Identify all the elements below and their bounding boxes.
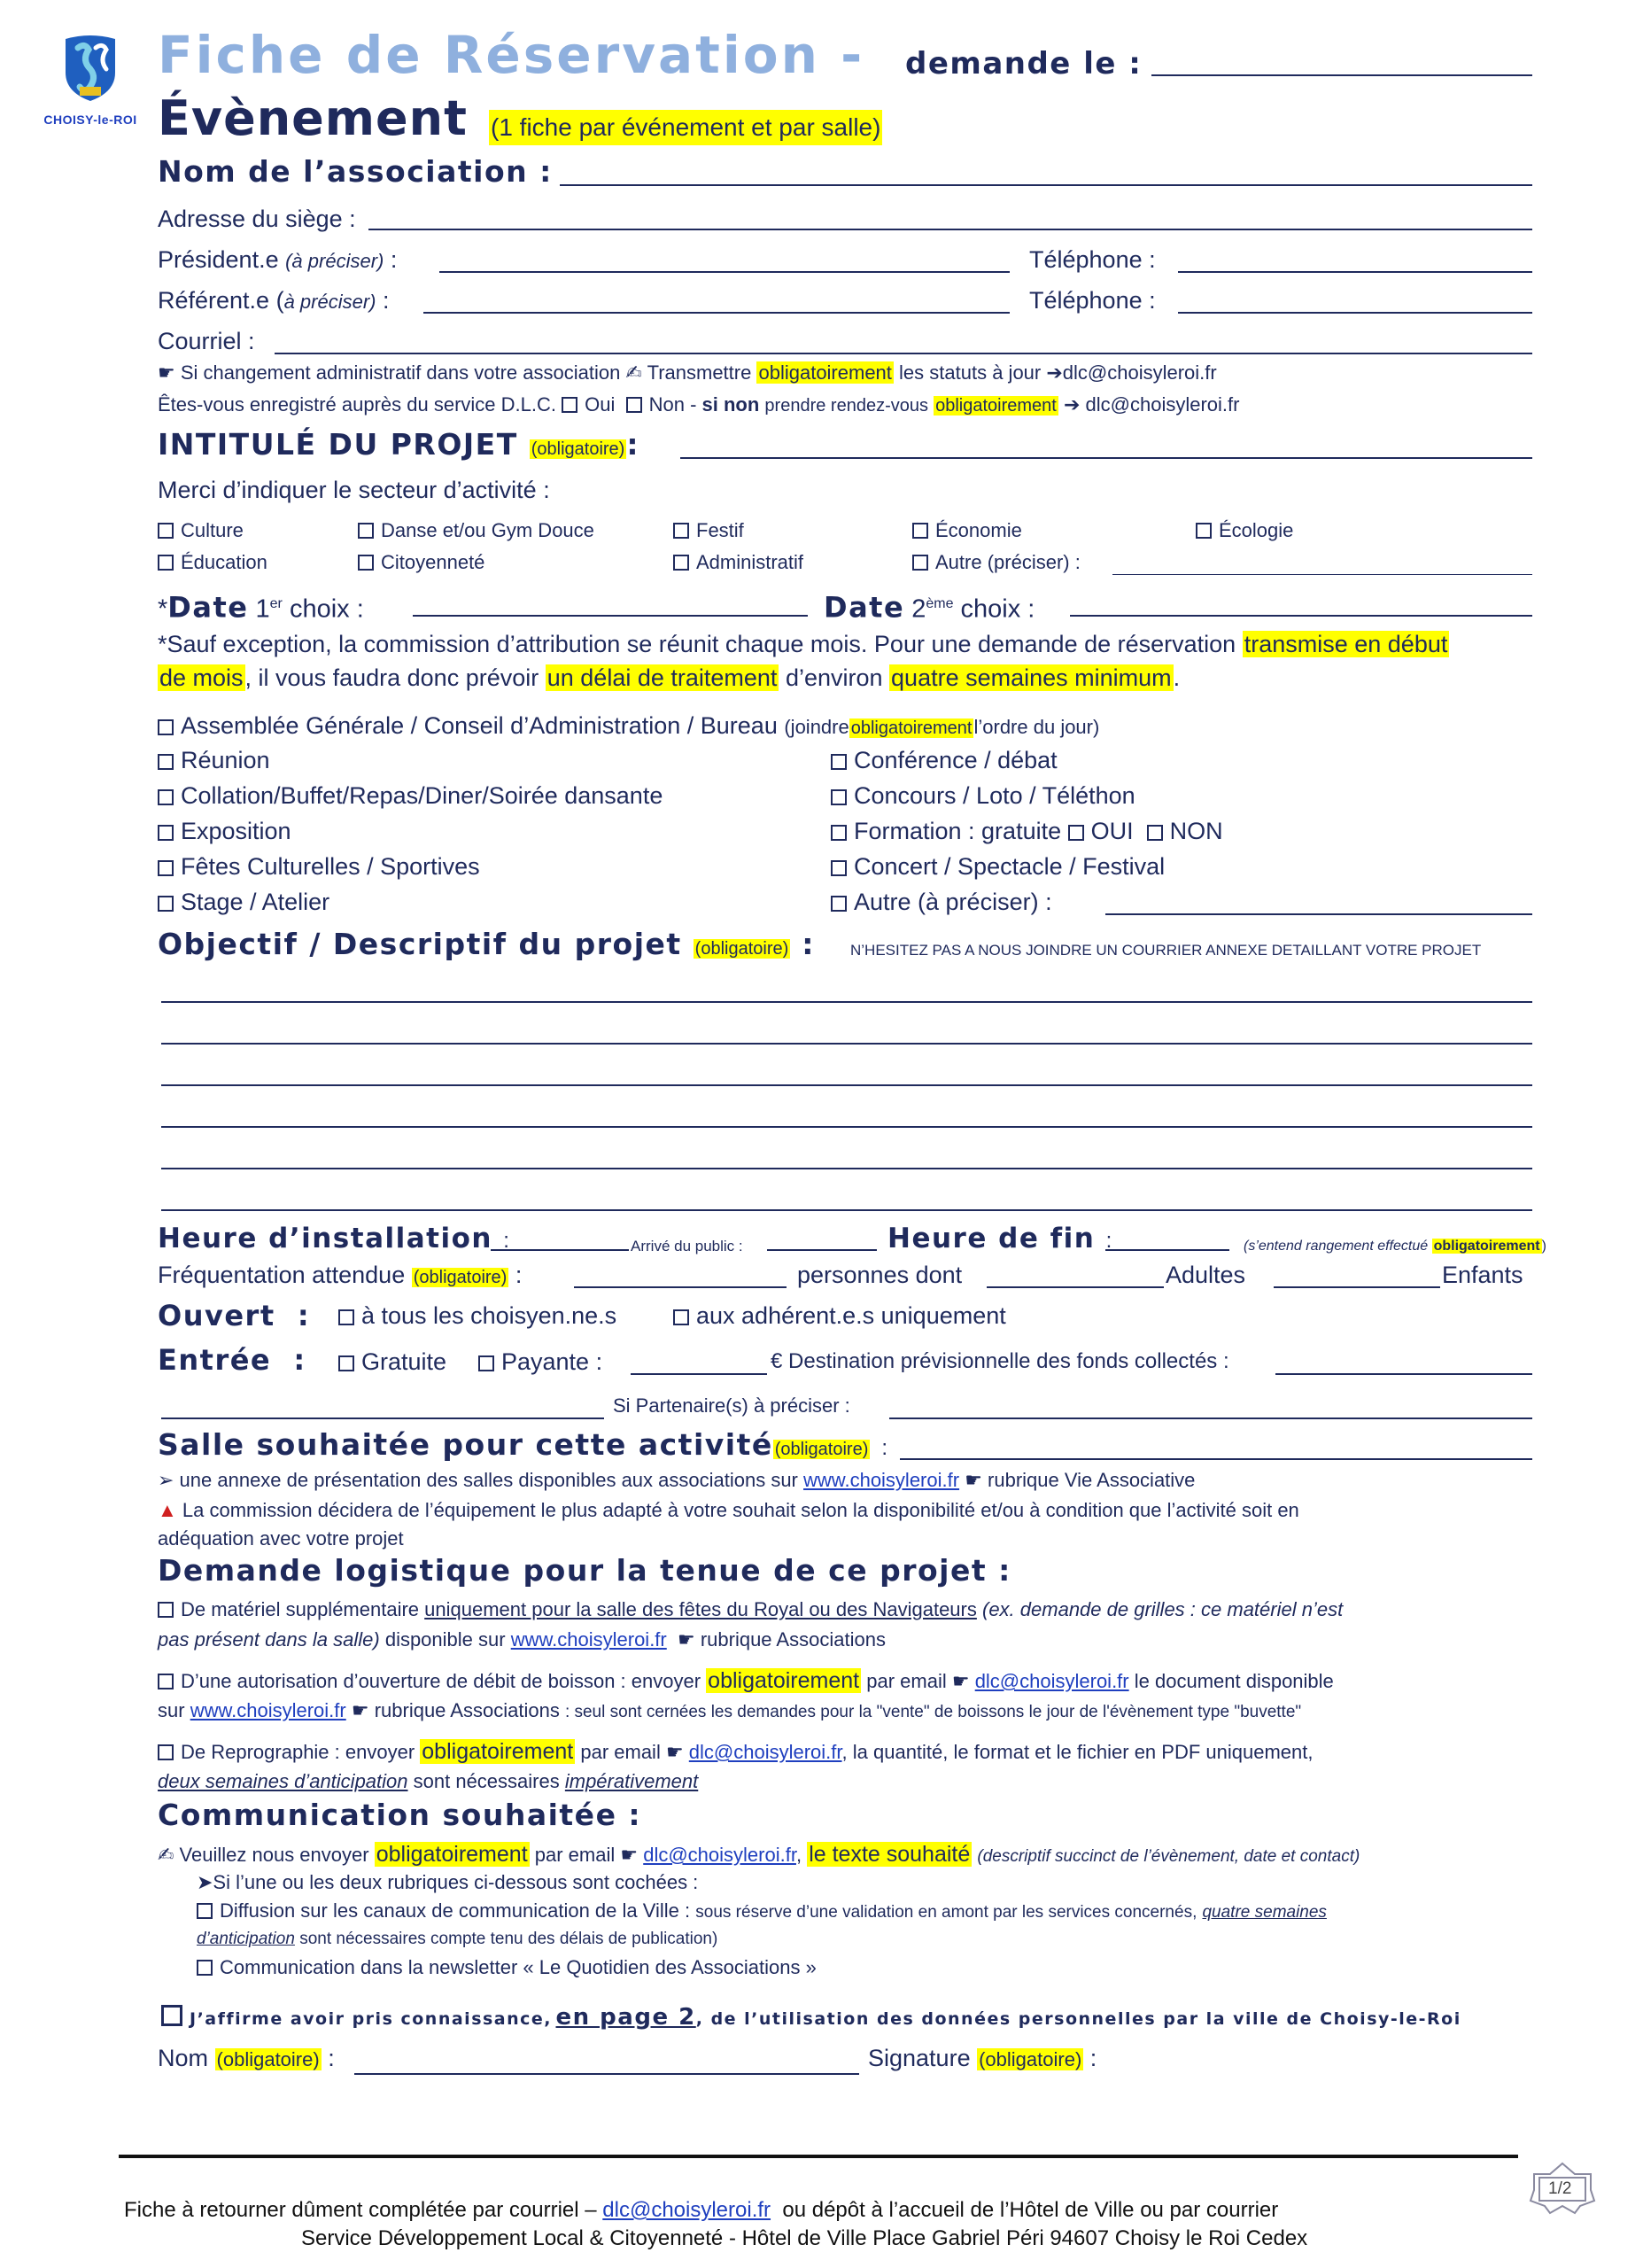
form-title: Fiche de Réservation - [158,25,865,85]
logistics-drink[interactable]: D’une autorisation d’ouverture de débit de boisson : envoyer obligatoirement par email ☛ dlc@choisyleroi.fr le document disponible [158,1667,1334,1695]
objective-hint: N’HESITEZ PAS A NOUS JOINDRE UN COURRIER ANNEXE DETAILLANT VOTRE PROJET [850,942,1482,959]
footer-line-2: Service Développement Local & Citoyenneté - Hôtel de Ville Place Gabriel Péri 94607 Choisy le Roi Cedex [301,2226,1308,2250]
event-type-festivities[interactable]: Fêtes Culturelles / Sportives [158,853,480,880]
sector-festive[interactable]: Festif [673,517,744,544]
logo-text: CHOISY-le-ROI [43,113,137,127]
referent-input[interactable] [423,312,1010,314]
event-type-conference[interactable]: Conférence / débat [831,747,1058,773]
registered-question: Êtes-vous enregistré auprès du service D.L.C. Oui Non - si non prendre rendez-vous obligatoirement ➔ dlc@choisyleroi.fr [158,393,1240,416]
event-type-training[interactable]: Formation : gratuite OUI NON [831,818,1223,844]
logistics-equipment[interactable]: De matériel supplémentaire uniquement pour la salle des fêtes du Royal ou des Navigateurs (ex. demande de grilles : ce matériel n’est [158,1596,1343,1623]
association-name-label: Nom de l’association : [158,154,553,189]
sector-administrative[interactable]: Administratif [673,549,803,576]
event-type-other[interactable]: Autre (à préciser) : [831,889,1052,915]
adults-input[interactable] [987,1286,1164,1288]
referent-phone-label: Téléphone : [1029,287,1156,314]
attendance-label: Fréquentation attendue (obligatoire) : [158,1262,523,1288]
logo-emblem-icon [39,34,142,105]
install-time-input[interactable] [491,1249,629,1251]
public-arrival-input[interactable] [767,1249,877,1251]
warning-icon: ▲ [158,1499,177,1521]
open-members-checkbox[interactable]: aux adhérent.e.s uniquement [673,1302,1006,1329]
room-annex-note: ➢ une annexe de présentation des salles disponibles aux associations sur www.choisyleroi.fr ☛ rubrique Vie Associative [158,1469,1196,1491]
open-label: Ouvert : [158,1299,311,1332]
communication-newsletter[interactable]: Communication dans la newsletter « Le Quotidien des Associations » [197,1954,817,1981]
event-type-workshop[interactable]: Stage / Atelier [158,889,329,915]
email-label: Courriel : [158,328,255,354]
logistics-label: Demande logistique pour la tenue de ce projet : [158,1553,1011,1588]
objective-line-2[interactable] [161,1043,1532,1045]
sector-economy[interactable]: Économie [912,517,1022,544]
page-number-badge [1529,2162,1596,2215]
end-time-note: (s’entend rangement effectué obligatoirement ) [1244,1239,1546,1254]
admin-change-note: ☛ Si changement administratif dans votre association ✍ Transmettre obligatoirement les statuts à jour ➔dlc@choisyleroi.fr [158,361,1217,384]
consent-checkbox[interactable] [161,2005,182,2026]
sector-education[interactable]: Éducation [158,549,267,576]
objective-line-5[interactable] [161,1168,1532,1169]
room-label: Salle souhaitée pour cette activité (obligatoire) : [158,1427,889,1462]
logistics-repro[interactable]: De Reprographie : envoyer obligatoirement par email ☛ dlc@choisyleroi.fr, la quantité, le format et le fichier en PDF uniquement, [158,1738,1313,1766]
room-warning: ▲ La commission décidera de l’équipement le plus adapté à votre souhait selon la disponibilité et/ou à condition que l’activité soit en [158,1499,1299,1521]
objective-line-1[interactable] [161,1001,1532,1003]
attendance-input[interactable] [574,1286,787,1288]
referent-label: Référent.e (à préciser) : [158,287,390,314]
end-time-input[interactable] [1105,1249,1229,1251]
site-link[interactable]: www.choisyleroi.fr [803,1469,960,1491]
event-type-other-input[interactable] [1105,913,1532,915]
president-label: Président.e (à préciser) : [158,246,398,273]
project-title-input[interactable] [680,457,1532,459]
form-note: (1 fiche par événement et par salle) [489,110,882,145]
sector-other-input[interactable] [1112,574,1532,575]
registered-no-checkbox[interactable] [626,397,642,413]
communication-send: ✍ Veuillez nous envoyer obligatoirement par email ☛ dlc@choisyleroi.fr, le texte souhaité (descriptif succinct de l’évènement, date et contact) [158,1842,1360,1867]
event-type-exhibition[interactable]: Exposition [158,818,291,844]
communication-label: Communication souhaitée : [158,1798,642,1832]
funds-input-2[interactable] [161,1418,604,1419]
objective-line-3[interactable] [161,1084,1532,1086]
address-input[interactable] [368,229,1532,230]
president-phone-input[interactable] [1178,271,1532,273]
funds-input[interactable] [1275,1373,1532,1375]
registered-yes-checkbox[interactable] [562,397,577,413]
funds-label: € Destination prévisionnelle des fonds collectés : [771,1349,1229,1373]
entry-price-input[interactable] [631,1373,767,1375]
persons-label: personnes dont [797,1262,963,1288]
footer-line-1: Fiche à retourner dûment complétée par courriel – dlc@choisyleroi.fr ou dépôt à l’accueil de l’Hôtel de Ville ou par courrier [124,2198,1279,2222]
entry-free-checkbox[interactable]: Gratuite [338,1348,446,1375]
sector-citizenship[interactable]: Citoyenneté [358,549,484,576]
project-title-label: INTITULÉ DU PROJET (obligatoire): [158,427,640,462]
date-second-input[interactable] [1070,615,1532,617]
event-type-contest[interactable]: Concours / Loto / Téléthon [831,782,1135,809]
logistics-equipment-2: pas présent dans la salle) disponible sur www.choisyleroi.fr ☛ rubrique Associations [158,1628,886,1651]
install-time-label: Heure d’installation : [158,1223,511,1254]
signature-label: Signature (obligatoire) : [868,2045,1097,2071]
communication-diffusion-2: d’anticipation sont nécessaires compte tenu des délais de publication) [197,1930,718,1948]
training-free-yes-checkbox[interactable] [1068,825,1084,841]
children-label: Enfants [1442,1262,1523,1288]
event-type-ag[interactable]: Assemblée Générale / Conseil d’Administration / Bureau (joindre obligatoirementl’ordre du jour) [158,712,1099,742]
entry-label: Entrée : [158,1343,306,1377]
objective-line-6[interactable] [161,1209,1532,1211]
partners-input[interactable] [889,1418,1532,1419]
event-type-concert[interactable]: Concert / Spectacle / Festival [831,853,1165,880]
communication-diffusion[interactable]: Diffusion sur les canaux de communication de la Ville : sous réserve d’une validation en amont par les services concernés, quatre semaines [197,1898,1327,1926]
page-number: 1/2 [1548,2179,1572,2198]
footer-rule [119,2155,1518,2158]
training-free-no-checkbox[interactable] [1147,825,1163,841]
event-type-meeting[interactable]: Réunion [158,747,270,773]
address-label: Adresse du siège : [158,206,356,232]
end-time-label: Heure de fin : [887,1223,1113,1254]
footer-email-link[interactable]: dlc@choisyleroi.fr [602,2198,771,2222]
requested-date-input[interactable] [1151,74,1532,76]
sector-ecology[interactable]: Écologie [1196,517,1293,544]
objective-label: Objectif / Descriptif du projet (obligatoire) : [158,927,815,961]
children-input[interactable] [1274,1286,1440,1288]
objective-line-4[interactable] [161,1126,1532,1128]
room-warning-2: adéquation avec votre projet [158,1527,404,1550]
sector-other[interactable]: Autre (préciser) : [912,549,1081,576]
logistics-repro-2: deux semaines d’anticipation sont nécessaires impérativement [158,1770,699,1792]
name-input[interactable] [354,2073,859,2075]
sector-prompt: Merci d’indiquer le secteur d’activité : [158,477,550,503]
consent-statement[interactable]: J’affirme avoir pris connaissance, en page 2, de l’utilisation des données personnelles par la ville de Choisy-le-Roi [161,2004,1461,2032]
president-input[interactable] [439,271,1010,273]
public-arrival-label: Arrivé du public : [631,1238,743,1254]
name-label: Nom (obligatoire) : [158,2045,335,2071]
referent-phone-input[interactable] [1178,312,1532,314]
requested-date-label: demande le : [905,46,1143,82]
open-all-checkbox[interactable]: à tous les choisyen.ne.s [338,1302,616,1329]
partners-label: Si Partenaire(s) à préciser : [613,1394,850,1417]
commission-note-2: de mois, il vous faudra donc prévoir un délai de traitement d’environ quatre semaines minimum. [159,664,1181,691]
event-type-collation[interactable]: Collation/Buffet/Repas/Diner/Soirée dansante [158,782,663,809]
sector-dance[interactable]: Danse et/ou Gym Douce [358,517,594,544]
association-name-input[interactable] [560,184,1532,186]
city-logo [39,34,142,131]
president-phone-label: Téléphone : [1029,246,1156,273]
date-second-label: Date 2ème choix : [824,590,1035,625]
entry-paid-checkbox[interactable]: Payante : [478,1348,602,1375]
commission-note: *Sauf exception, la commission d’attribution se réunit chaque mois. Pour une demande de réservation transmise en début [158,631,1448,657]
communication-choose: ➤Si l’une ou les deux rubriques ci-dessous sont cochées : [197,1871,699,1893]
room-input[interactable] [900,1458,1532,1460]
date-first-input[interactable] [413,615,808,617]
adults-label: Adultes [1166,1262,1246,1288]
date-first-label: *Date 1er choix : [158,590,364,625]
form-subtitle: Évènement [158,90,468,146]
email-input[interactable] [275,353,1532,354]
logistics-drink-2: sur www.choisyleroi.fr ☛ rubrique Associations : seul sont cernées les demandes pour la "vente" de boissons le jour de l'évènement type "buvette" [158,1699,1302,1721]
sector-culture[interactable]: Culture [158,517,244,544]
